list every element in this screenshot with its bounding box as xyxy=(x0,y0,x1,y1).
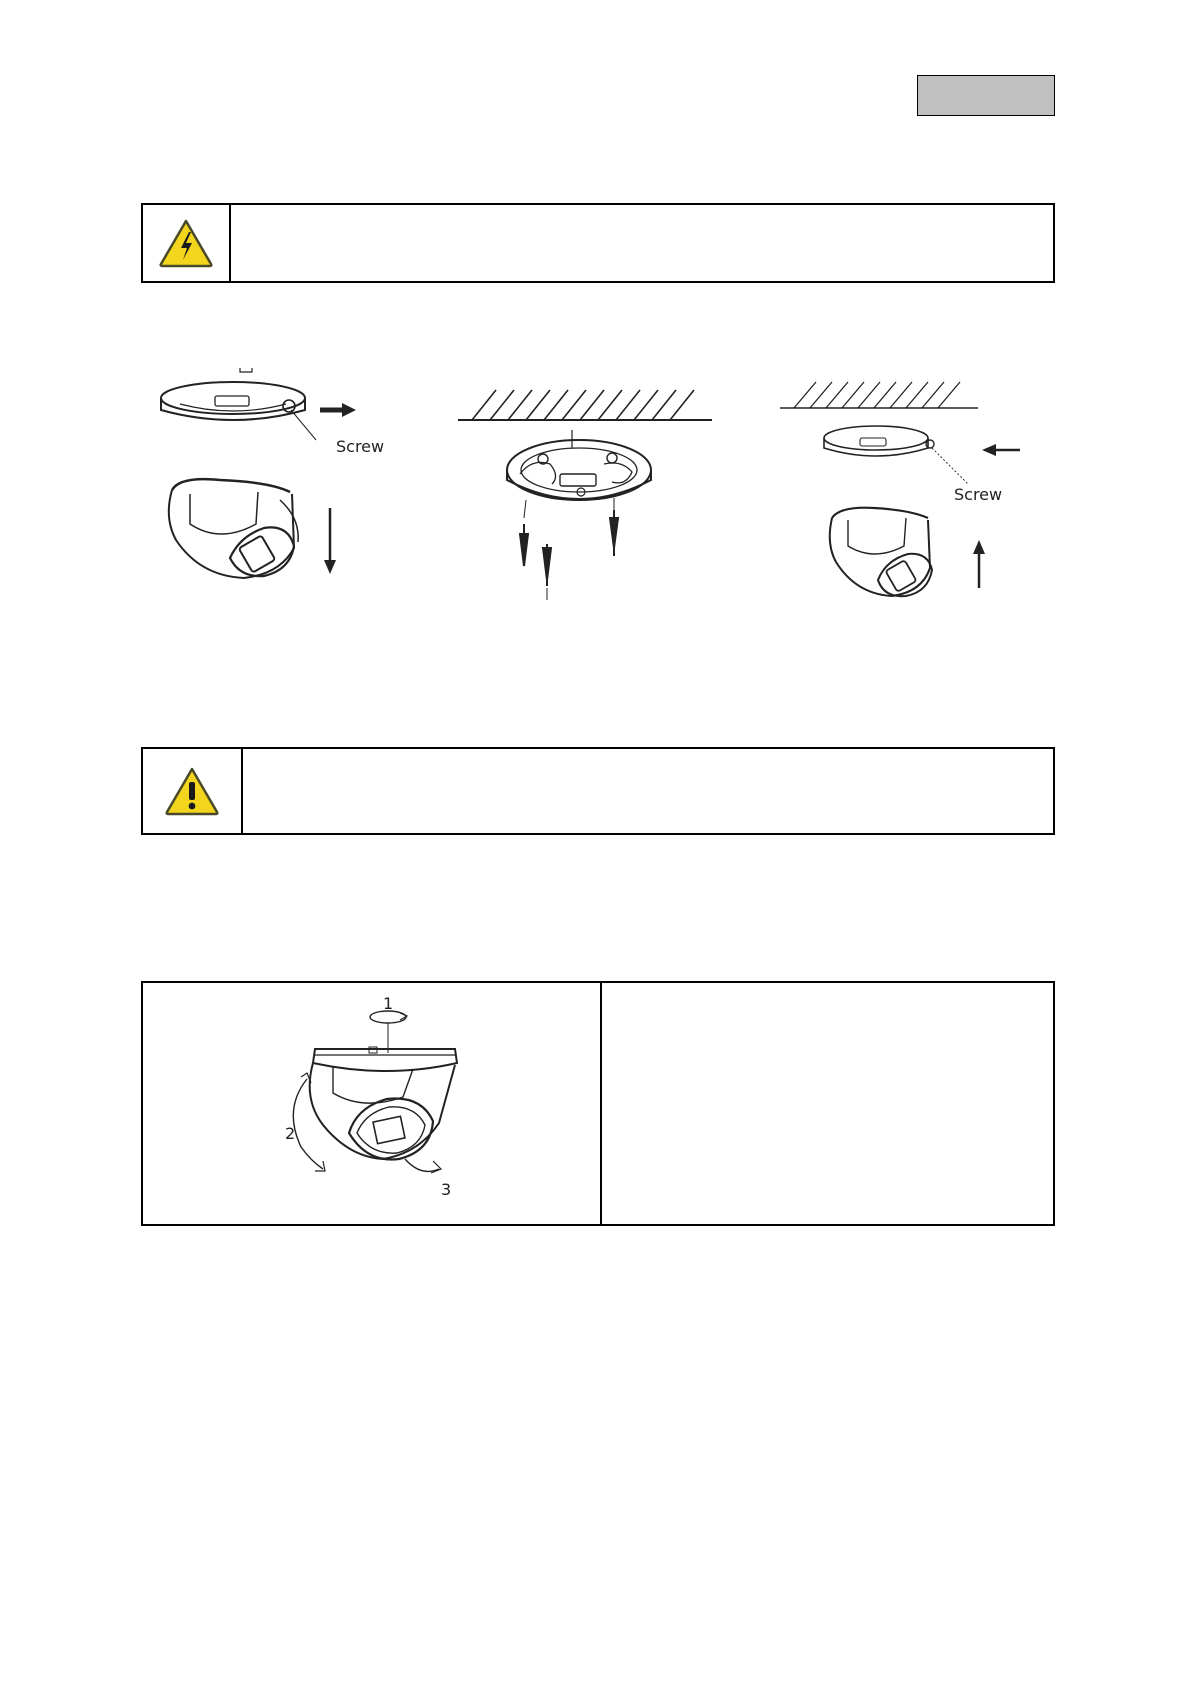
camera-adjustment-illustration xyxy=(143,983,598,1224)
adjustment-table xyxy=(141,981,1055,1226)
mounting-illustration xyxy=(160,368,1060,620)
language-tab xyxy=(917,75,1055,116)
axis-label-3: 3 xyxy=(441,1180,452,1199)
warning-text xyxy=(243,749,1053,833)
screw-label: Screw xyxy=(954,485,1003,504)
step1-illustration xyxy=(161,368,356,578)
adjustment-description-cell xyxy=(602,983,1053,1224)
axis-label-2: 2 xyxy=(285,1124,296,1143)
screw-label: Screw xyxy=(336,437,385,456)
axis-label-1: 1 xyxy=(383,994,394,1013)
warning-icon-cell xyxy=(143,749,243,833)
electric-hazard-icon xyxy=(158,218,214,268)
warning-text xyxy=(231,205,1053,281)
caution-warning-box xyxy=(141,747,1055,835)
warning-icon-cell xyxy=(143,205,231,281)
adjustment-illustration-cell xyxy=(143,983,602,1224)
electric-warning-box xyxy=(141,203,1055,283)
step2-illustration xyxy=(458,390,712,600)
caution-exclamation-icon xyxy=(164,766,220,816)
